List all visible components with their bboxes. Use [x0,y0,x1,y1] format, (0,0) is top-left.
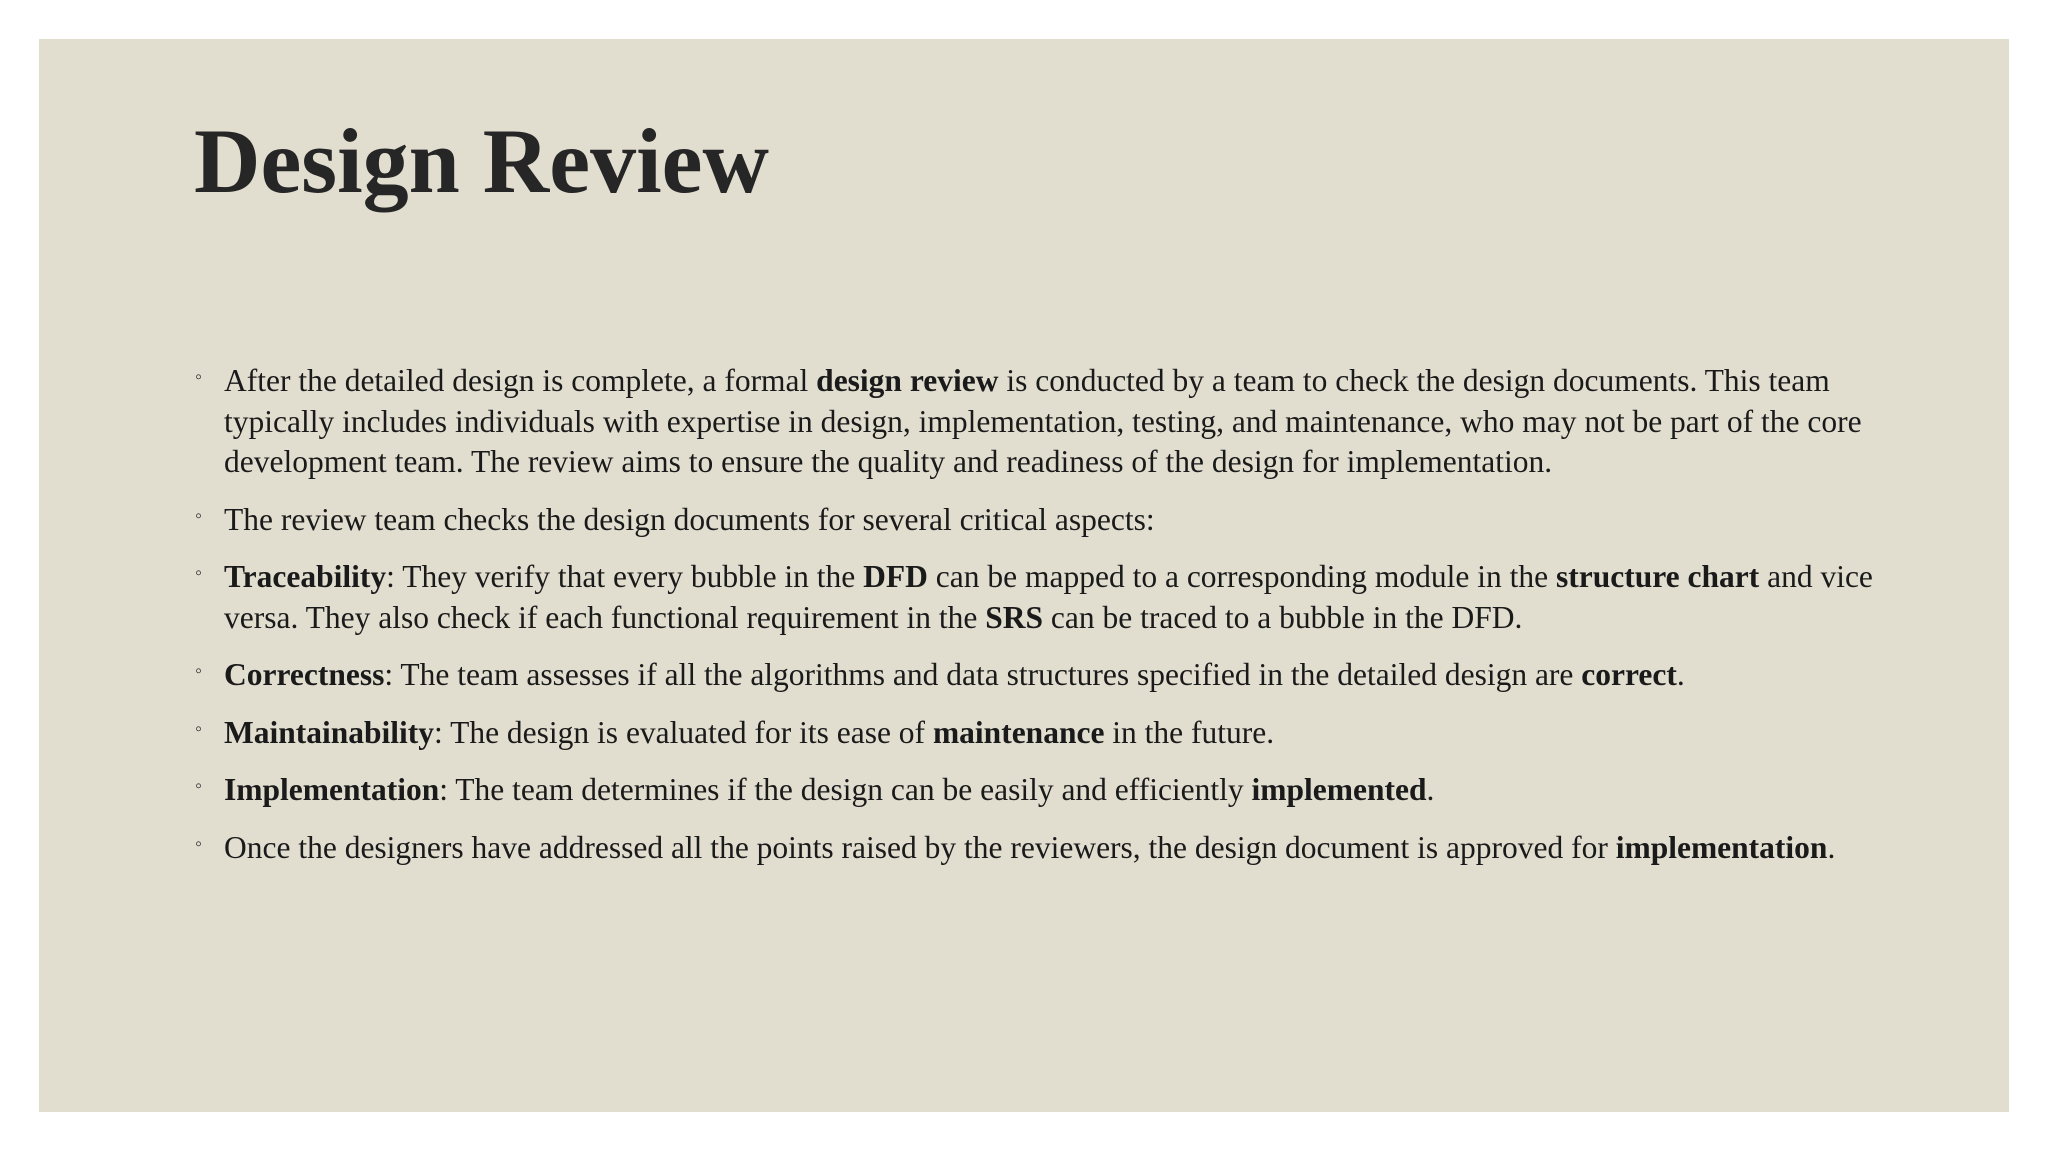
bullet-text: : The team assesses if all the algorithms and data structures specified in the detailed design are [384,657,1582,692]
bullet-marker-icon: ◦ [195,717,203,740]
slide [39,39,2009,1112]
bullet-emphasis-text: implemented [1251,772,1427,807]
bullet-item [195,500,1895,541]
bullet-marker-icon: ◦ [195,660,203,682]
bullet-marker-icon: ◦ [195,832,203,855]
bullet-text: : The team determines if the design can be easily and efficiently [439,772,1252,807]
bullet-item [195,557,1895,638]
bullet-emphasis-text: implementation [1615,829,1828,865]
bullet-item [195,713,1895,754]
bullet-emphasis-text: structure chart [1555,559,1760,594]
bullet-text: Once the designers have addressed all the points raised by the reviewers, the design document is approved for [224,829,1616,865]
bullet-text: The review team checks the design documents for several critical aspects: [224,501,1155,537]
bullet-emphasis-text: Implementation [224,772,440,807]
bullet-text: : They verify that every bubble in the [386,559,864,594]
bullet-marker-icon: ◦ [195,366,203,388]
bullet-text: . [1676,657,1685,692]
bullet-emphasis-text: DFD [863,559,928,594]
bullet-item [195,770,1895,811]
bullet-text: After the detailed design is complete, a formal [224,363,817,398]
bullet-text: . [1827,829,1836,865]
bullet-marker-icon: ◦ [195,775,203,797]
bullet-emphasis-text: Correctness [224,657,385,692]
bullet-text: : The design is evaluated for its ease of [434,714,933,750]
bullet-text: can be traced to a bubble in the DFD. [1043,599,1523,635]
bullet-text: can be mapped to a corresponding module in the [927,559,1556,594]
bullet-text: is conducted by a team to check the design documents. This team typically includes individuals with expertise in design, implementation, testing, and maintenance, who may not be part of the core development team. The review aims to ensure the quality and readiness of the design for implementation. [224,363,1862,479]
bullet-text: . [1426,772,1435,807]
bullet-text: in the future. [1104,714,1275,750]
bullet-emphasis-text: Traceability [224,559,387,594]
bullet-emphasis-text: correct [1581,657,1677,692]
bullet-text: and vice versa. They also check if each functional requirement in the [224,559,1873,635]
slide-title: Design Review [194,110,769,212]
bullet-marker-icon: ◦ [195,504,203,527]
bullet-item [195,361,1895,483]
bullet-item [195,655,1895,696]
bullet-emphasis-text: design review [816,363,999,398]
bullet-emphasis-text: maintenance [932,714,1105,750]
bullet-list [195,361,1895,885]
bullet-marker-icon: ◦ [195,562,203,584]
bullet-emphasis-text: Maintainability [224,714,435,750]
bullet-emphasis-text: SRS [985,599,1044,635]
bullet-item [195,828,1895,869]
